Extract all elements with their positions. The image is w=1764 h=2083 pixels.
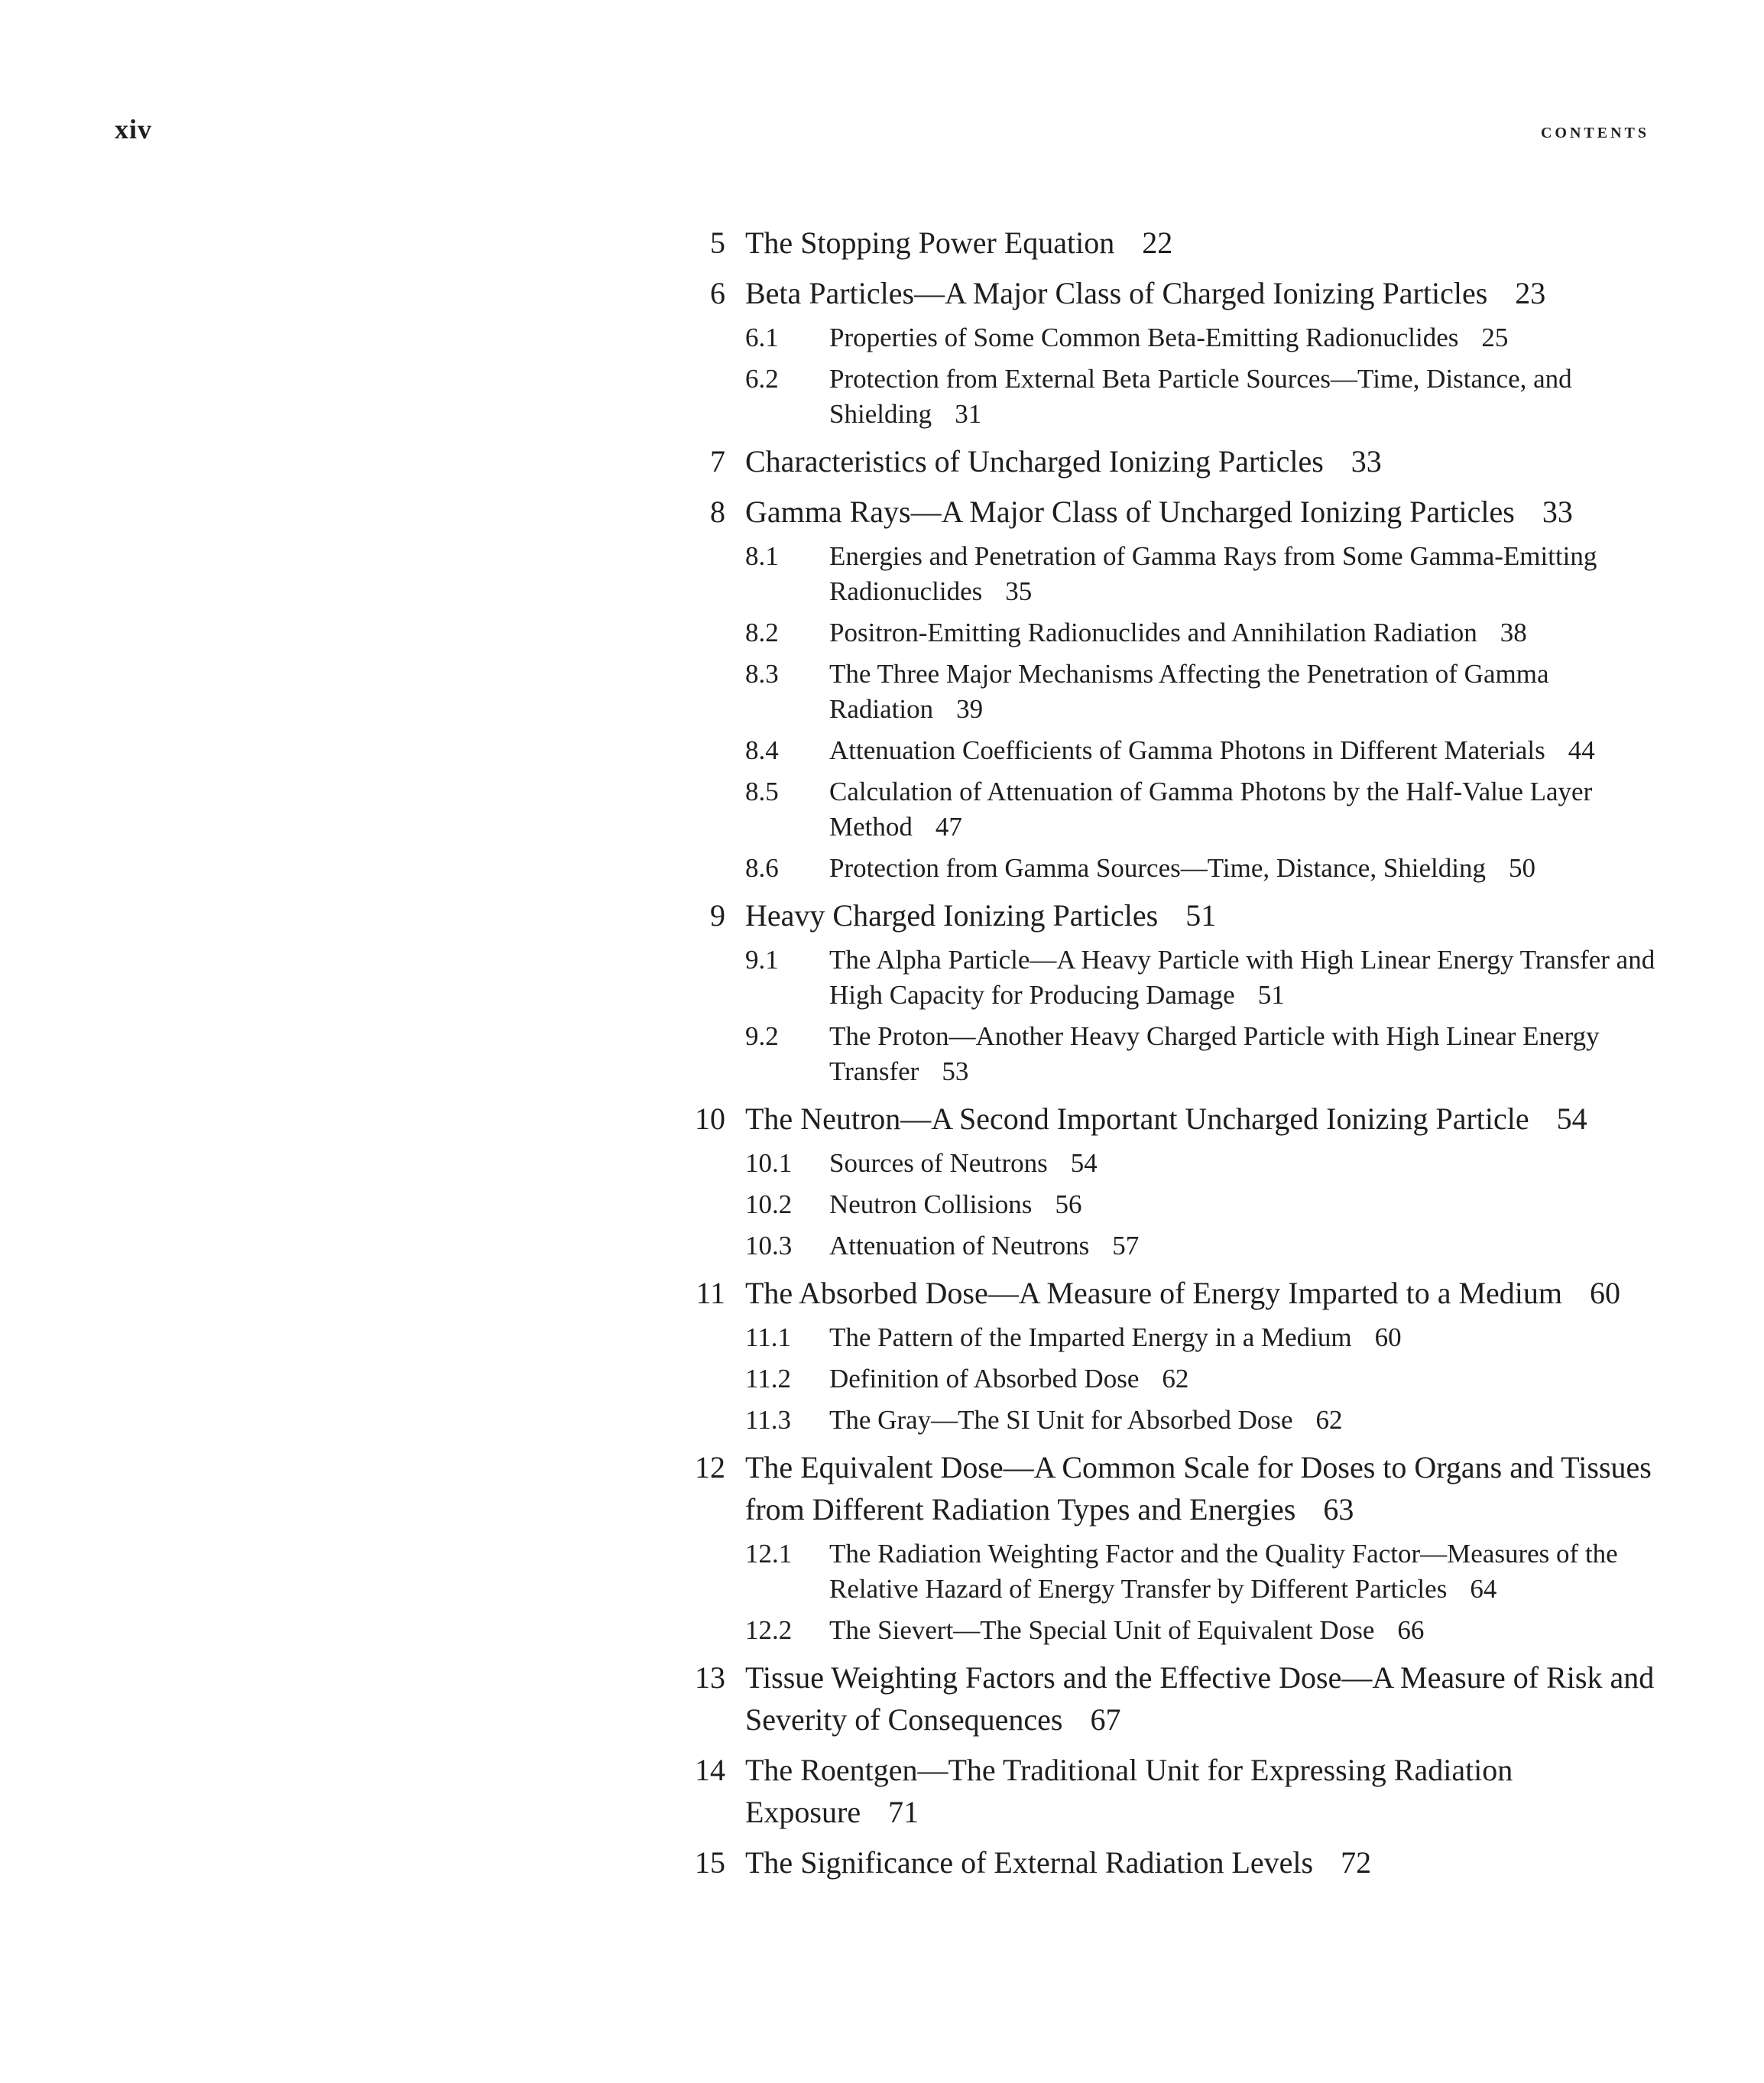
toc-chapter-10 <box>683 1098 1661 1140</box>
chapter-title: Heavy Charged Ionizing Particles <box>745 898 1159 933</box>
chapter-title: The Neutron—A Second Important Uncharged Ionizing Particle <box>745 1102 1529 1136</box>
chapter-number: 12 <box>695 1450 725 1484</box>
section-number: 9.2 <box>745 1021 779 1051</box>
section-title: The Pattern of the Imparted Energy in a Medium <box>829 1322 1352 1352</box>
section-page: 51 <box>1257 980 1285 1010</box>
section-number: 10.1 <box>745 1148 793 1178</box>
toc-section-8-3 <box>683 657 1661 727</box>
page-number: xiv <box>115 114 153 144</box>
section-title: Calculation of Attenuation of Gamma Photons by the Half-Value Layer Method <box>829 777 1593 842</box>
section-number: 12.2 <box>745 1615 793 1645</box>
toc-section-12-1 <box>683 1536 1661 1607</box>
section-page: 35 <box>1005 576 1033 606</box>
toc-section-10-1 <box>683 1146 1661 1181</box>
section-page: 31 <box>955 399 982 429</box>
toc-chapter-6 <box>683 272 1661 314</box>
section-page: 66 <box>1397 1615 1425 1645</box>
section-number: 9.1 <box>745 945 779 975</box>
chapter-number: 10 <box>695 1102 725 1136</box>
chapter-number: 6 <box>710 276 725 310</box>
section-page: 38 <box>1500 618 1527 647</box>
toc-section-8-6 <box>683 851 1661 886</box>
section-page: 39 <box>956 694 984 724</box>
section-title: Definition of Absorbed Dose <box>829 1364 1140 1394</box>
section-page: 64 <box>1470 1574 1497 1604</box>
section-title: Sources of Neutrons <box>829 1148 1048 1178</box>
toc-chapter-8 <box>683 491 1661 533</box>
chapter-number: 8 <box>710 495 725 529</box>
section-title: The Radiation Weighting Factor and the Quality Factor—Measures of the Relative Hazard of Energy Transfer by Different Particles <box>829 1539 1618 1604</box>
chapter-number: 5 <box>710 225 725 260</box>
toc-section-9-1 <box>683 943 1661 1013</box>
table-of-contents <box>683 222 1661 1883</box>
chapter-page: 60 <box>1590 1276 1621 1310</box>
chapter-page: 22 <box>1142 225 1173 260</box>
section-number: 11.3 <box>745 1405 791 1435</box>
section-title: Attenuation Coefficients of Gamma Photons in Different Materials <box>829 735 1545 765</box>
chapter-title: The Stopping Power Equation <box>745 225 1115 260</box>
section-title: The Three Major Mechanisms Affecting the Penetration of Gamma Radiation <box>829 659 1549 724</box>
toc-section-8-4 <box>683 733 1661 768</box>
section-page: 62 <box>1162 1364 1189 1394</box>
section-page: 60 <box>1374 1322 1402 1352</box>
section-title: The Proton—Another Heavy Charged Particle with High Linear Energy Transfer <box>829 1021 1600 1086</box>
toc-section-10-2 <box>683 1187 1661 1222</box>
toc-chapter-15 <box>683 1841 1661 1883</box>
chapter-number: 7 <box>710 444 725 479</box>
chapter-page: 51 <box>1185 898 1217 933</box>
toc-section-11-1 <box>683 1320 1661 1355</box>
section-number: 12.1 <box>745 1539 793 1569</box>
toc-chapter-7 <box>683 440 1661 482</box>
chapter-page: 33 <box>1542 495 1573 529</box>
chapter-title: The Roentgen—The Traditional Unit for Expressing Radiation Exposure <box>745 1753 1513 1829</box>
section-number: 11.2 <box>745 1364 791 1394</box>
toc-chapter-13 <box>683 1656 1661 1741</box>
section-number: 10.3 <box>745 1231 793 1261</box>
chapter-number: 13 <box>695 1660 725 1695</box>
toc-section-11-2 <box>683 1361 1661 1397</box>
toc-chapter-5 <box>683 222 1661 264</box>
chapter-title: Beta Particles—A Major Class of Charged Ionizing Particles <box>745 276 1488 310</box>
chapter-title: Tissue Weighting Factors and the Effective Dose—A Measure of Risk and Severity of Consequences <box>745 1660 1655 1737</box>
section-number: 8.6 <box>745 853 779 883</box>
chapter-page: 72 <box>1341 1845 1372 1880</box>
chapter-title: The Equivalent Dose—A Common Scale for Doses to Organs and Tissues from Different Radiation Types and Energies <box>745 1450 1652 1527</box>
section-number: 6.1 <box>745 323 779 352</box>
section-title: The Gray—The SI Unit for Absorbed Dose <box>829 1405 1293 1435</box>
section-title: Properties of Some Common Beta-Emitting Radionuclides <box>829 323 1459 352</box>
section-number: 8.1 <box>745 541 779 571</box>
section-number: 11.1 <box>745 1322 791 1352</box>
chapter-title: Gamma Rays—A Major Class of Uncharged Ionizing Particles <box>745 495 1515 529</box>
section-title: Protection from External Beta Particle Sources—Time, Distance, and Shielding <box>829 364 1572 429</box>
toc-section-9-2 <box>683 1019 1661 1089</box>
section-page: 57 <box>1112 1231 1140 1261</box>
toc-chapter-12 <box>683 1446 1661 1530</box>
chapter-page: 67 <box>1090 1702 1121 1737</box>
chapter-page: 54 <box>1556 1102 1587 1136</box>
toc-section-12-2 <box>683 1613 1661 1648</box>
section-title: Positron-Emitting Radionuclides and Annihilation Radiation <box>829 618 1477 647</box>
section-title: Neutron Collisions <box>829 1189 1033 1219</box>
section-number: 8.5 <box>745 777 779 806</box>
section-number: 8.3 <box>745 659 779 689</box>
chapter-title: Characteristics of Uncharged Ionizing Particles <box>745 444 1324 479</box>
section-number: 6.2 <box>745 364 779 394</box>
toc-chapter-9 <box>683 894 1661 936</box>
chapter-number: 9 <box>710 898 725 933</box>
section-page: 62 <box>1315 1405 1343 1435</box>
chapter-page: 63 <box>1323 1492 1354 1527</box>
chapter-title: The Absorbed Dose—A Measure of Energy Imparted to a Medium <box>745 1276 1563 1310</box>
section-page: 50 <box>1509 853 1536 883</box>
toc-chapter-14 <box>683 1749 1661 1833</box>
section-title: Attenuation of Neutrons <box>829 1231 1090 1261</box>
running-head: contents <box>1540 119 1649 143</box>
toc-section-8-2 <box>683 615 1661 651</box>
chapter-page: 71 <box>888 1795 919 1829</box>
toc-chapter-11 <box>683 1272 1661 1314</box>
section-title: The Alpha Particle—A Heavy Particle with High Linear Energy Transfer and High Capacity for Producing Damage <box>829 945 1655 1010</box>
chapter-page: 23 <box>1515 276 1546 310</box>
chapter-page: 33 <box>1351 444 1382 479</box>
chapter-number: 14 <box>695 1753 725 1787</box>
chapter-title: The Significance of External Radiation Levels <box>745 1845 1314 1880</box>
section-page: 44 <box>1568 735 1595 765</box>
toc-section-11-3 <box>683 1403 1661 1438</box>
section-page: 25 <box>1481 323 1509 352</box>
section-page: 54 <box>1070 1148 1098 1178</box>
section-title: Protection from Gamma Sources—Time, Distance, Shielding <box>829 853 1487 883</box>
chapter-number: 15 <box>695 1845 725 1880</box>
toc-section-6-2 <box>683 362 1661 432</box>
section-title: The Sievert—The Special Unit of Equivalent Dose <box>829 1615 1375 1645</box>
section-number: 8.4 <box>745 735 779 765</box>
chapter-number: 11 <box>696 1276 725 1310</box>
toc-section-10-3 <box>683 1228 1661 1264</box>
section-page: 47 <box>935 812 962 842</box>
section-page: 53 <box>942 1056 969 1086</box>
section-title: Energies and Penetration of Gamma Rays from Some Gamma-Emitting Radionuclides <box>829 541 1597 606</box>
toc-section-8-1 <box>683 539 1661 609</box>
section-number: 10.2 <box>745 1189 793 1219</box>
section-page: 56 <box>1055 1189 1082 1219</box>
toc-section-6-1 <box>683 320 1661 355</box>
toc-section-8-5 <box>683 774 1661 845</box>
section-number: 8.2 <box>745 618 779 647</box>
